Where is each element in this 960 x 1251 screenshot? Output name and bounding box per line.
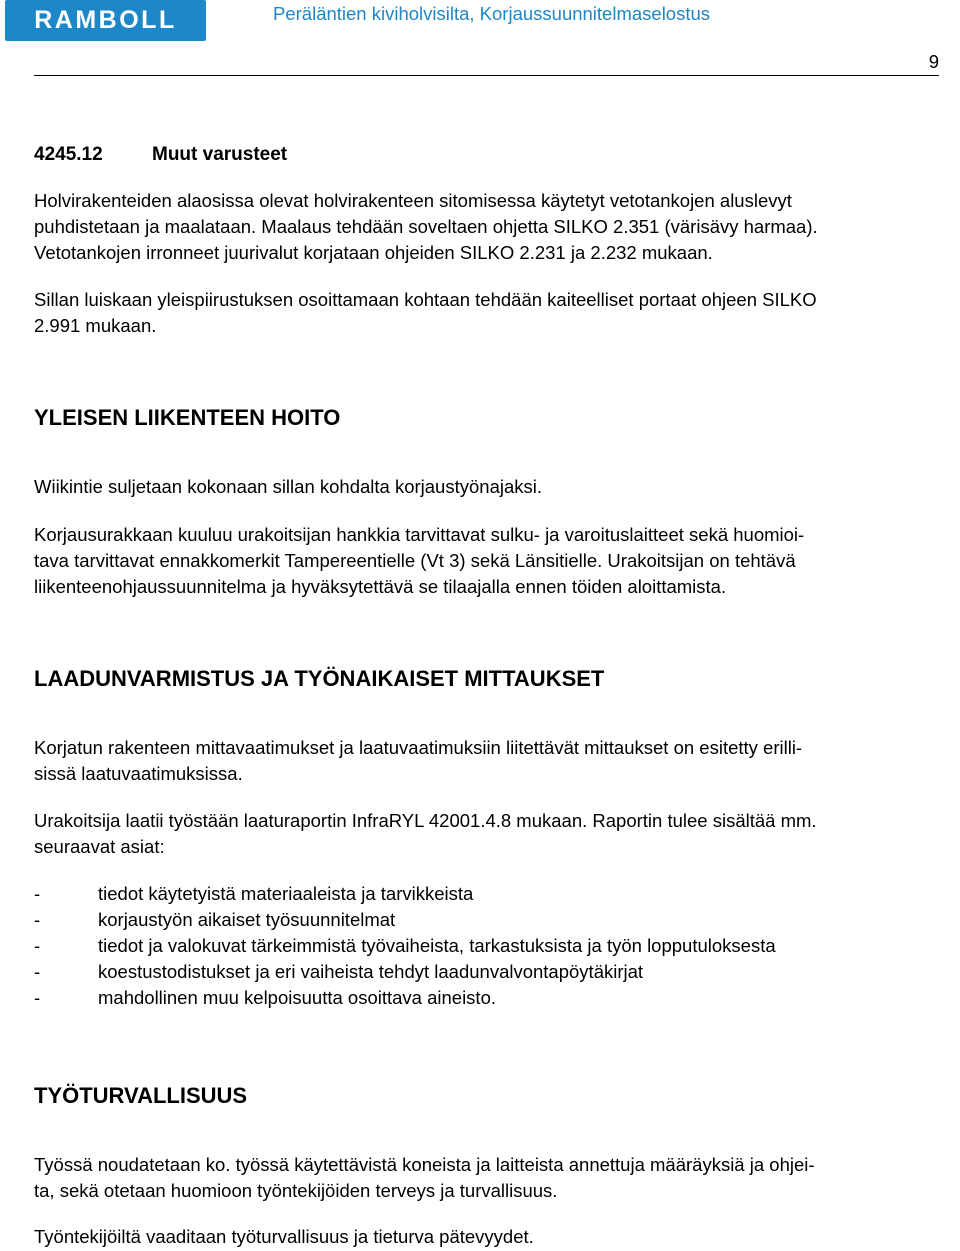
text-line: tava tarvittavat ennakkomerkit Tampereentielle (Vt 3) sekä Länsitielle. Urakoitsijan on tehtävä — [34, 550, 796, 571]
logo-text: RAMBOLL — [34, 6, 177, 34]
text-line: liikenteenohjaussuunnitelma ja hyväksytettävä se tilaajalla ennen töiden aloittamista. — [34, 576, 727, 597]
paragraph-sulkulaitteet — [34, 522, 960, 600]
text-line: Wiikintie suljetaan kokonaan sillan kohdalta korjaustyönajaksi. — [34, 476, 543, 497]
text-line: puhdistetaan ja maalataan. Maalaus tehdään soveltaen ohjetta SILKO 2.351 (värisävy harmaa). — [34, 216, 818, 237]
bullet-marker: - — [34, 987, 41, 1008]
text-line: sissä laatuvaatimuksissa. — [34, 763, 243, 784]
list-item-text: mahdollinen muu kelpoisuutta osoittava aineisto. — [98, 987, 496, 1008]
header-divider — [34, 75, 939, 76]
page-number: 9 — [928, 51, 939, 72]
paragraph-maaraykset — [34, 1152, 960, 1204]
bullet-marker: - — [34, 935, 41, 956]
paragraph-wiikintie — [34, 474, 960, 500]
text-line: 2.991 mukaan. — [34, 315, 157, 336]
paragraph-laaturaportti — [34, 808, 960, 860]
subsection-number: 4245.12 — [34, 144, 103, 165]
list-item-text: tiedot ja valokuvat tärkeimmistä työvaiheista, tarkastuksista ja työn lopputuloksesta — [98, 935, 776, 956]
list-item-text: koestustodistukset ja eri vaiheista tehdyt laadunvalvontapöytäkirjat — [98, 961, 644, 982]
bullet-marker: - — [34, 909, 41, 930]
text-line: Holvirakenteiden alaosissa olevat holvirakenteen sitomisessa käytetyt vetotankojen aluslevyt — [34, 190, 792, 211]
text-line: ta, sekä otetaan huomioon työntekijöiden terveys ja turvallisuus. — [34, 1180, 558, 1201]
report-contents-list — [34, 881, 776, 1011]
text-line: Työssä noudatetaan ko. työssä käytettävistä koneista ja laitteista annettuja määräyksiä ja ohjei- — [34, 1154, 815, 1175]
paragraph-portaat — [34, 287, 960, 339]
text-line: seuraavat asiat: — [34, 836, 165, 857]
list-item — [34, 907, 776, 933]
bullet-marker: - — [34, 883, 41, 904]
text-line: Sillan luiskaan yleispiirustuksen osoittamaan kohtaan tehdään kaiteelliset portaat ohjeen SILKO — [34, 289, 817, 310]
text-line: Vetotankojen irronneet juurivalut korjataan ohjeiden SILKO 2.231 ja 2.232 mukaan. — [34, 242, 713, 263]
section-heading-laadunvarmistus: LAADUNVARMISTUS JA TYÖNAIKAISET MITTAUKSET — [34, 666, 605, 691]
paragraph-vetotangot — [34, 188, 960, 266]
text-line: Korjausurakkaan kuuluu urakoitsijan hankkia tarvittavat sulku- ja varoituslaitteet sekä huomioi- — [34, 524, 805, 545]
section-heading-liikenne: YLEISEN LIIKENTEEN HOITO — [34, 405, 341, 430]
subsection-heading — [34, 142, 287, 168]
ramboll-logo — [5, 0, 206, 41]
list-item-text: korjaustyön aikaiset työsuunnitelmat — [98, 909, 396, 930]
paragraph-mittavaatimukset — [34, 735, 960, 787]
text-line: Työntekijöiltä vaaditaan työturvallisuus ja tieturva pätevyydet. — [34, 1226, 534, 1247]
list-item — [34, 881, 776, 907]
list-item-text: tiedot käytetyistä materiaaleista ja tarvikkeista — [98, 883, 474, 904]
text-line: Urakoitsija laatii työstään laaturaportin InfraRYL 42001.4.8 mukaan. Raportin tulee sisältää mm. — [34, 810, 817, 831]
paragraph-patevyydet — [34, 1224, 960, 1250]
list-item — [34, 985, 776, 1011]
section-heading-tyoturvallisuus: TYÖTURVALLISUUS — [34, 1083, 248, 1108]
text-line: Korjatun rakenteen mittavaatimukset ja laatuvaatimuksiin liitettävät mittaukset on esitetty erilli- — [34, 737, 803, 758]
list-item — [34, 933, 776, 959]
list-item — [34, 959, 776, 985]
document-title: Peräläntien kiviholvisilta, Korjaussuunnitelmaselostus — [273, 3, 711, 24]
subsection-title: Muut varusteet — [152, 144, 288, 165]
bullet-marker: - — [34, 961, 41, 982]
